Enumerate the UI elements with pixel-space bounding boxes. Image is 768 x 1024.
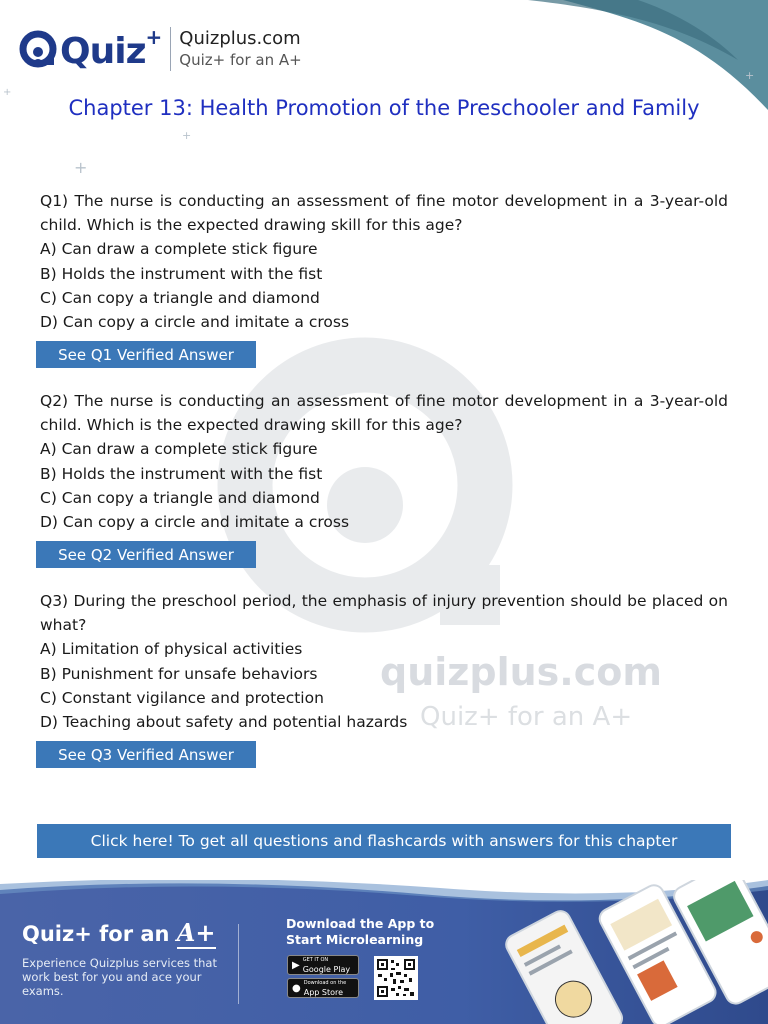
see-q1-answer-button[interactable]: See Q1 Verified Answer xyxy=(36,341,256,368)
option-d: D) Can copy a circle and imitate a cross xyxy=(40,313,350,332)
decorative-plus: + xyxy=(745,69,755,82)
promo-footer xyxy=(0,880,768,1024)
decorative-plus: + xyxy=(182,129,192,142)
app-store-label xyxy=(304,979,346,997)
watermark-site: quizplus.com xyxy=(380,650,662,694)
qr-code-icon[interactable] xyxy=(374,956,418,1000)
option-d: D) Teaching about safety and potential hazards xyxy=(40,713,408,732)
option-b: B) Holds the instrument with the fist xyxy=(40,464,323,483)
question-text: Q2) The nurse is conducting an assessment of fine motor development in a 3-year-old child. Which is the expected drawing skill for this age? xyxy=(40,392,728,435)
option-c: C) Can copy a triangle and diamond xyxy=(40,288,320,307)
header-divider xyxy=(170,27,171,71)
brand-block xyxy=(179,28,301,70)
question-3 xyxy=(40,589,728,734)
option-b: B) Punishment for unsafe behaviors xyxy=(40,664,318,683)
question-1 xyxy=(40,189,728,334)
logo-plus: + xyxy=(145,25,163,49)
app-store-small-text: Download on the xyxy=(303,980,347,986)
option-a: A) Can draw a complete stick figure xyxy=(40,440,318,459)
app-download-heading: Download the App to Start Microlearning xyxy=(286,916,435,947)
app-store-badge[interactable] xyxy=(287,978,359,998)
option-c: C) Constant vigilance and protection xyxy=(40,688,324,707)
brand-tagline: Quiz+ for an A+ xyxy=(179,51,302,69)
app-phones-illustration xyxy=(505,880,768,1024)
brand-name[interactable]: Quizplus.com xyxy=(179,28,301,49)
footer-tag-prefix: Quiz+ for an xyxy=(22,922,177,946)
quizplus-logo[interactable] xyxy=(18,24,162,74)
option-c: C) Can copy a triangle and diamond xyxy=(40,488,320,507)
option-b: B) Holds the instrument with the fist xyxy=(40,264,323,283)
get-all-questions-link[interactable]: Click here! To get all questions and flashcards with answers for this chapter xyxy=(37,824,731,858)
footer-divider xyxy=(238,924,239,1004)
question-text: Q1) The nurse is conducting an assessment of fine motor development in a 3-year-old child. Which is the expected drawing skill for this age? xyxy=(40,192,728,235)
decorative-plus: + xyxy=(74,158,88,177)
watermark-tagline: Quiz+ for an A+ xyxy=(420,702,633,732)
google-play-text: Google Play xyxy=(302,965,351,974)
google-play-badge[interactable] xyxy=(287,955,359,975)
question-2 xyxy=(40,389,728,534)
logo-wordmark: Quiz xyxy=(60,30,146,72)
see-q2-answer-button[interactable]: See Q2 Verified Answer xyxy=(36,541,256,568)
site-header xyxy=(18,24,302,74)
footer-tag-aplus: A+ xyxy=(176,918,216,947)
option-d: D) Can copy a circle and imitate a cross xyxy=(40,513,350,532)
app-store-text: App Store xyxy=(303,988,344,997)
footer-description: Experience Quizplus services that work best for you and ace your exams. xyxy=(22,956,217,998)
google-play-icon: ▶ xyxy=(292,959,300,971)
top-decorative-swoosh xyxy=(468,0,768,110)
logo-q-icon xyxy=(18,29,58,69)
option-a: A) Can draw a complete stick figure xyxy=(40,240,318,259)
decorative-plus: + xyxy=(3,87,12,98)
google-play-small-text: GET IT ON xyxy=(302,957,329,963)
google-play-label xyxy=(303,956,350,974)
option-a: A) Limitation of physical activities xyxy=(40,640,303,659)
footer-tagline xyxy=(22,918,216,947)
question-text: Q3) During the preschool period, the emphasis of injury prevention should be placed on what? xyxy=(40,592,728,635)
see-q3-answer-button[interactable]: See Q3 Verified Answer xyxy=(36,741,256,768)
apple-icon: ● xyxy=(292,982,301,994)
chapter-title: Chapter 13: Health Promotion of the Preschooler and Family xyxy=(68,96,700,120)
